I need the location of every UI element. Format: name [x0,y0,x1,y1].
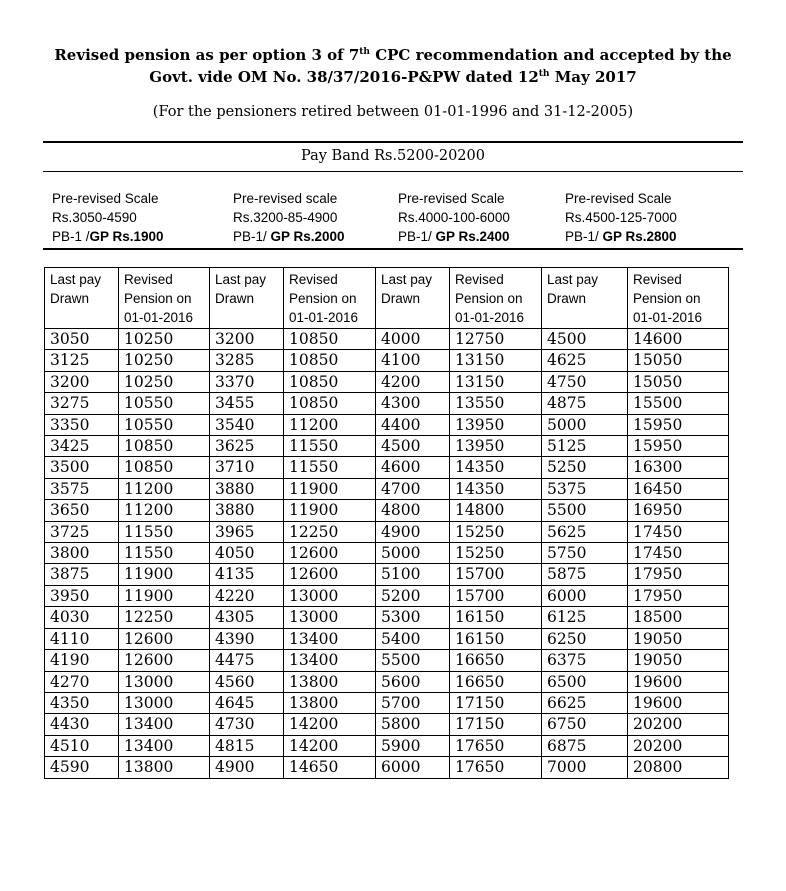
last-pay-cell: 3625 [210,436,284,457]
pay-band-section [43,141,743,250]
revised-pension-cell: 16150 [450,607,542,628]
last-pay-cell: 6000 [542,585,628,606]
revised-pension-cell: 17150 [450,692,542,713]
last-pay-cell: 3575 [45,478,119,499]
pay-band-divider [43,171,743,172]
header-last-pay: Last pay Drawn [542,268,628,329]
last-pay-cell: 3125 [45,350,119,371]
revised-pension-cell: 13000 [284,607,376,628]
revised-pension-cell: 10250 [119,350,210,371]
revised-pension-cell: 14200 [284,735,376,756]
last-pay-cell: 3050 [45,329,119,350]
revised-pension-cell: 11200 [119,500,210,521]
scale-block-1 [52,189,164,246]
revised-pension-cell: 14200 [284,714,376,735]
table-row [45,628,729,649]
revised-pension-cell: 17950 [628,585,729,606]
last-pay-cell: 4700 [376,478,450,499]
table-row [45,436,729,457]
last-pay-cell: 4875 [542,393,628,414]
last-pay-cell: 6750 [542,714,628,735]
scale-label: Pre-revised Scale [398,191,505,206]
last-pay-cell: 4645 [210,692,284,713]
table-row [45,650,729,671]
revised-pension-cell: 11550 [284,457,376,478]
table-row [45,500,729,521]
table-row [45,564,729,585]
last-pay-cell: 5000 [542,414,628,435]
revised-pension-cell: 17650 [450,735,542,756]
header-revised-pension: Revised Pension on 01-01-2016 [450,268,542,329]
revised-pension-cell: 16950 [628,500,729,521]
revised-pension-cell: 12600 [284,564,376,585]
revised-pension-cell: 12250 [119,607,210,628]
table-row [45,735,729,756]
scale-label: Pre-revised Scale [52,191,159,206]
table-row [45,714,729,735]
last-pay-cell: 3950 [45,585,119,606]
revised-pension-cell: 11550 [284,436,376,457]
scale-block-4 [565,189,677,246]
revised-pension-cell: 16650 [450,650,542,671]
last-pay-cell: 4135 [210,564,284,585]
table-header-row [45,268,729,329]
last-pay-cell: 4390 [210,628,284,649]
revised-pension-cell: 10850 [284,350,376,371]
last-pay-cell: 5100 [376,564,450,585]
revised-pension-cell: 17450 [628,521,729,542]
pension-table [44,267,729,779]
last-pay-cell: 5750 [542,543,628,564]
last-pay-cell: 3200 [210,329,284,350]
last-pay-cell: 3285 [210,350,284,371]
table-row [45,585,729,606]
revised-pension-cell: 13400 [284,628,376,649]
revised-pension-cell: 13550 [450,393,542,414]
last-pay-cell: 4190 [45,650,119,671]
revised-pension-cell: 19600 [628,692,729,713]
table-row [45,350,729,371]
header-revised-pension: Revised Pension on 01-01-2016 [119,268,210,329]
last-pay-cell: 4000 [376,329,450,350]
revised-pension-cell: 14600 [628,329,729,350]
last-pay-cell: 5700 [376,692,450,713]
last-pay-cell: 4300 [376,393,450,414]
table-row [45,414,729,435]
revised-pension-cell: 10850 [284,329,376,350]
scale-range: Rs.3200-85-4900 [233,210,338,225]
last-pay-cell: 5300 [376,607,450,628]
table-row [45,671,729,692]
last-pay-cell: 4200 [376,371,450,392]
page-subtitle: (For the pensioners retired between 01-01-1996 and 31-12-2005) [152,104,634,120]
last-pay-cell: 5000 [376,543,450,564]
table-row [45,521,729,542]
last-pay-cell: 4030 [45,607,119,628]
revised-pension-cell: 16450 [628,478,729,499]
scale-grade-pay: PB-1/ GP Rs.2000 [233,229,345,244]
last-pay-cell: 3710 [210,457,284,478]
revised-pension-cell: 11900 [284,478,376,499]
revised-pension-cell: 20200 [628,735,729,756]
header-last-pay: Last pay Drawn [210,268,284,329]
revised-pension-cell: 14650 [284,757,376,778]
scale-label: Pre-revised Scale [565,191,672,206]
scale-range: Rs.4000-100-6000 [398,210,510,225]
last-pay-cell: 3370 [210,371,284,392]
last-pay-cell: 4430 [45,714,119,735]
last-pay-cell: 3965 [210,521,284,542]
last-pay-cell: 4730 [210,714,284,735]
revised-pension-cell: 13400 [119,735,210,756]
last-pay-cell: 4305 [210,607,284,628]
last-pay-cell: 5500 [542,500,628,521]
revised-pension-cell: 10250 [119,371,210,392]
revised-pension-cell: 19050 [628,650,729,671]
last-pay-cell: 5875 [542,564,628,585]
revised-pension-cell: 12600 [119,628,210,649]
table-row [45,457,729,478]
revised-pension-cell: 14350 [450,457,542,478]
title-line-2: Govt. vide OM No. 38/37/2016-P&PW dated 12th May 2017 [149,68,637,86]
last-pay-cell: 3425 [45,436,119,457]
revised-pension-cell: 20200 [628,714,729,735]
last-pay-cell: 4600 [376,457,450,478]
revised-pension-cell: 15250 [450,521,542,542]
revised-pension-cell: 17450 [628,543,729,564]
revised-pension-cell: 16650 [450,671,542,692]
revised-pension-cell: 10550 [119,414,210,435]
revised-pension-cell: 11900 [284,500,376,521]
last-pay-cell: 5900 [376,735,450,756]
revised-pension-cell: 13800 [284,671,376,692]
revised-pension-cell: 19600 [628,671,729,692]
revised-pension-cell: 10850 [119,457,210,478]
last-pay-cell: 4900 [210,757,284,778]
last-pay-cell: 3200 [45,371,119,392]
last-pay-cell: 4500 [376,436,450,457]
last-pay-cell: 3275 [45,393,119,414]
revised-pension-cell: 11200 [284,414,376,435]
revised-pension-cell: 11200 [119,478,210,499]
table-body [45,329,729,779]
last-pay-cell: 5800 [376,714,450,735]
title-line-1: Revised pension as per option 3 of 7th CPC recommendation and accepted by the [54,46,732,64]
last-pay-cell: 3650 [45,500,119,521]
revised-pension-cell: 15050 [628,350,729,371]
last-pay-cell: 3455 [210,393,284,414]
revised-pension-cell: 14800 [450,500,542,521]
revised-pension-cell: 15700 [450,585,542,606]
revised-pension-cell: 17150 [450,714,542,735]
revised-pension-cell: 11550 [119,521,210,542]
last-pay-cell: 4270 [45,671,119,692]
last-pay-cell: 6250 [542,628,628,649]
last-pay-cell: 4800 [376,500,450,521]
last-pay-cell: 6875 [542,735,628,756]
last-pay-cell: 5250 [542,457,628,478]
revised-pension-cell: 12600 [119,650,210,671]
revised-pension-cell: 13400 [284,650,376,671]
revised-pension-cell: 17650 [450,757,542,778]
header-last-pay: Last pay Drawn [45,268,119,329]
last-pay-cell: 3880 [210,500,284,521]
last-pay-cell: 6625 [542,692,628,713]
last-pay-cell: 3880 [210,478,284,499]
scale-label: Pre-revised scale [233,191,338,206]
last-pay-cell: 5200 [376,585,450,606]
revised-pension-cell: 16150 [450,628,542,649]
revised-pension-cell: 13000 [119,692,210,713]
scale-range: Rs.3050-4590 [52,210,137,225]
revised-pension-cell: 11900 [119,585,210,606]
page-title [20,44,766,88]
revised-pension-cell: 18500 [628,607,729,628]
last-pay-cell: 4220 [210,585,284,606]
revised-pension-cell: 15050 [628,371,729,392]
last-pay-cell: 4050 [210,543,284,564]
revised-pension-cell: 15950 [628,436,729,457]
last-pay-cell: 6375 [542,650,628,671]
revised-pension-cell: 10250 [119,329,210,350]
last-pay-cell: 4560 [210,671,284,692]
revised-pension-cell: 15500 [628,393,729,414]
revised-pension-cell: 12600 [284,543,376,564]
revised-pension-cell: 13000 [284,585,376,606]
last-pay-cell: 5600 [376,671,450,692]
scale-grade-pay: PB-1/ GP Rs.2800 [565,229,677,244]
revised-pension-cell: 20800 [628,757,729,778]
revised-pension-cell: 19050 [628,628,729,649]
last-pay-cell: 4590 [45,757,119,778]
scale-grade-pay: PB-1 /GP Rs.1900 [52,229,164,244]
table-row [45,692,729,713]
scale-grade-pay: PB-1/ GP Rs.2400 [398,229,510,244]
revised-pension-cell: 13150 [450,350,542,371]
last-pay-cell: 6125 [542,607,628,628]
table-row [45,393,729,414]
last-pay-cell: 3540 [210,414,284,435]
revised-pension-cell: 10850 [284,393,376,414]
revised-pension-cell: 12250 [284,521,376,542]
revised-pension-cell: 11900 [119,564,210,585]
revised-pension-cell: 15700 [450,564,542,585]
revised-pension-cell: 13400 [119,714,210,735]
scale-block-2 [233,189,345,246]
last-pay-cell: 7000 [542,757,628,778]
table-row [45,371,729,392]
last-pay-cell: 3800 [45,543,119,564]
revised-pension-cell: 13800 [119,757,210,778]
last-pay-cell: 4400 [376,414,450,435]
scale-block-3 [398,189,510,246]
last-pay-cell: 5375 [542,478,628,499]
last-pay-cell: 5500 [376,650,450,671]
table-row [45,607,729,628]
last-pay-cell: 4475 [210,650,284,671]
revised-pension-cell: 13800 [284,692,376,713]
table-row [45,543,729,564]
revised-pension-cell: 13000 [119,671,210,692]
revised-pension-cell: 13950 [450,414,542,435]
last-pay-cell: 5625 [542,521,628,542]
last-pay-cell: 4625 [542,350,628,371]
table-row [45,478,729,499]
scale-range: Rs.4500-125-7000 [565,210,677,225]
pay-band-title: Pay Band Rs.5200-20200 [301,148,485,164]
last-pay-cell: 6500 [542,671,628,692]
last-pay-cell: 4510 [45,735,119,756]
revised-pension-cell: 16300 [628,457,729,478]
last-pay-cell: 4900 [376,521,450,542]
revised-pension-cell: 13950 [450,436,542,457]
table-row [45,757,729,778]
last-pay-cell: 4815 [210,735,284,756]
revised-pension-cell: 15950 [628,414,729,435]
revised-pension-cell: 10550 [119,393,210,414]
last-pay-cell: 5400 [376,628,450,649]
revised-pension-cell: 17950 [628,564,729,585]
last-pay-cell: 4110 [45,628,119,649]
last-pay-cell: 3875 [45,564,119,585]
revised-pension-cell: 13150 [450,371,542,392]
last-pay-cell: 3500 [45,457,119,478]
header-last-pay: Last pay Drawn [376,268,450,329]
revised-pension-cell: 15250 [450,543,542,564]
revised-pension-cell: 12750 [450,329,542,350]
table-row [45,329,729,350]
last-pay-cell: 4100 [376,350,450,371]
header-revised-pension: Revised Pension on 01-01-2016 [628,268,729,329]
last-pay-cell: 3725 [45,521,119,542]
last-pay-cell: 3350 [45,414,119,435]
last-pay-cell: 5125 [542,436,628,457]
header-revised-pension: Revised Pension on 01-01-2016 [284,268,376,329]
revised-pension-cell: 10850 [119,436,210,457]
revised-pension-cell: 14350 [450,478,542,499]
last-pay-cell: 4750 [542,371,628,392]
last-pay-cell: 6000 [376,757,450,778]
last-pay-cell: 4500 [542,329,628,350]
revised-pension-cell: 10850 [284,371,376,392]
last-pay-cell: 4350 [45,692,119,713]
revised-pension-cell: 11550 [119,543,210,564]
